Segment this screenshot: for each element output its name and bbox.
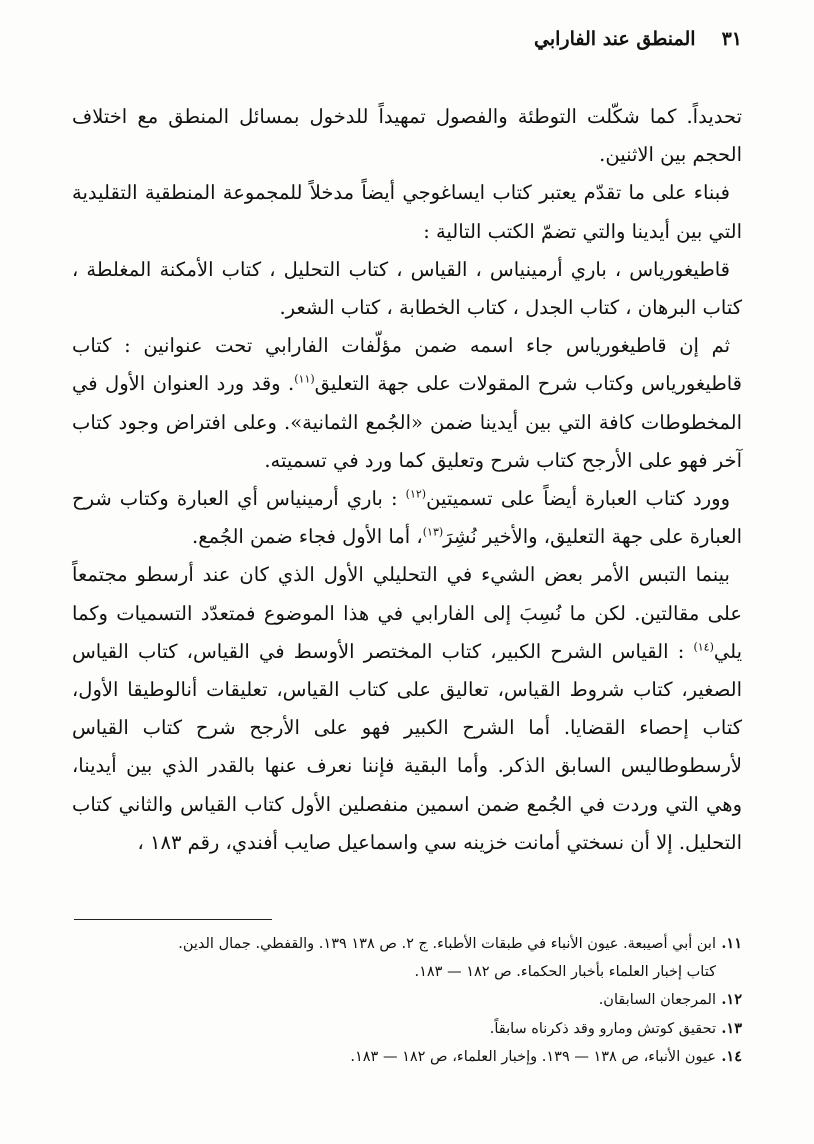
paragraph-text: قاطيغورياس ، باري أرمينياس ، القياس ، كتاب التحليل ، كتاب الأمكنة المغلطة ، كتاب البرهان ، كتاب الجدل ، كتاب الخطابة ، كتاب الشعر. (72, 257, 742, 320)
paragraph-text: فبناء على ما تقدّم يعتبر كتاب ايساغوجي أيضاً مدخلاً للمجموعة المنطقية التقليدية التي بين أيدينا والتي تضمّ الكتب التالية : (72, 181, 742, 243)
footnote-number: ١٢. (721, 991, 742, 1008)
footnote (72, 986, 742, 1015)
footnote-marker: (١١) (294, 372, 315, 386)
paragraph-text: ثم إن قاطيغورياس جاء اسمه ضمن مؤلّفات الفارابي تحت عنوانين : كتاب قاطيغورياس وكتاب شرح المقولات على جهة التعليق (72, 334, 742, 396)
footnote-number: ١١. (721, 935, 742, 952)
footnote-continuation (72, 959, 742, 987)
paragraph (72, 251, 742, 327)
paragraph-text: : القياس الشرح الكبير، كتاب المختصر الأوسط في القياس، كتاب القياس الصغير، كتاب شروط القياس، تعاليق على كتاب القياس، تعليقات أنالوطيقا الأول، كتاب إحصاء القضايا. أما الشرح الكبير فهو على الأرجح شرح كتاب القياس لأرسطوطاليس السابق الذكر. وأما البقية فإننا نعرف عنها بالقدر الذي بين أيدينا، وهي التي وردت في الجُمع ضمن اسمين منفصلين الأول كتاب القياس والثاني كتاب التحليل. إلا أن نسختي أمانت خزينه سي واسماعيل صايب أفندي، رقم ١٨٣ ، (72, 639, 742, 854)
paragraph-text: ، أما الأول فجاء ضمن الجُمع. (192, 525, 423, 549)
paragraph (72, 174, 742, 250)
running-title: المنطق عند الفارابي (534, 28, 696, 50)
paragraph-text: تحديداً. كما شكّلت التوطئة والفصول تمهيداً للدخول بمسائل المنطق مع اختلاف الحجم بين الاثنين. (72, 105, 742, 167)
footnote-separator (74, 919, 272, 920)
paragraph-text: بينما التبس الأمر بعض الشيء في التحليلي الأول الذي كان عند أرسطو مجتمعاً على مقالتين. لكن ما نُسِبَ إلى الفارابي في هذا الموضوع فمتعدّد التسميات وكما يلي (72, 563, 742, 663)
footnote (72, 1043, 742, 1072)
paragraph (72, 480, 742, 556)
running-header (80, 28, 742, 62)
page-number: ٣١ (721, 28, 742, 50)
main-text (72, 98, 742, 862)
footnote-text: المرجعان السابقان. (598, 992, 716, 1008)
footnote-text: تحقيق كوتش ومارو وقد ذكرناه سابقاً. (489, 1020, 716, 1037)
footnote (72, 1015, 742, 1044)
footnote-marker: (١٤) (693, 640, 714, 654)
paragraph (72, 327, 742, 480)
footnote-text: كتاب إخبار العلماء بأخبار الحكماء. ص ١٨٢ — ١٨٣. (414, 963, 716, 980)
footnote-number: ١٣. (721, 1019, 742, 1037)
footnote-text: ابن أبي أصيبعة. عيون الأنباء في طبقات الأطباء. ج ٢. ص ١٣٨ ١٣٩. والقفطي. جمال الدين. (178, 936, 716, 952)
footnote-text: عيون الأنباء، ص ١٣٨ — ١٣٩. وإخبار العلماء، ص ١٨٢ — ١٨٣. (350, 1049, 716, 1065)
footnote-marker: (١٢) (405, 487, 427, 501)
footnotes (72, 930, 742, 1072)
paragraph (72, 98, 742, 174)
paragraph-text: وورد كتاب العبارة أيضاً على تسميتين (426, 487, 730, 511)
footnote (72, 930, 742, 959)
paragraph (72, 556, 742, 862)
footnote-marker: (١٣) (422, 525, 444, 539)
paragraph-text: . وقد ورد العنوان الأول في المخطوطات كافة التي بين أيدينا ضمن «الجُمع الثمانية». وعلى افتراض وجود كتاب آخر فهو على الأرجح كتاب شرح وتعليق كما ورد في تسميته. (72, 372, 742, 472)
footnote-number: ١٤. (721, 1048, 742, 1065)
paragraph-text: : باري أرمينياس أي العبارة وكتاب شرح العبارة على جهة التعليق، والأخير نُشِرَ (72, 487, 742, 549)
